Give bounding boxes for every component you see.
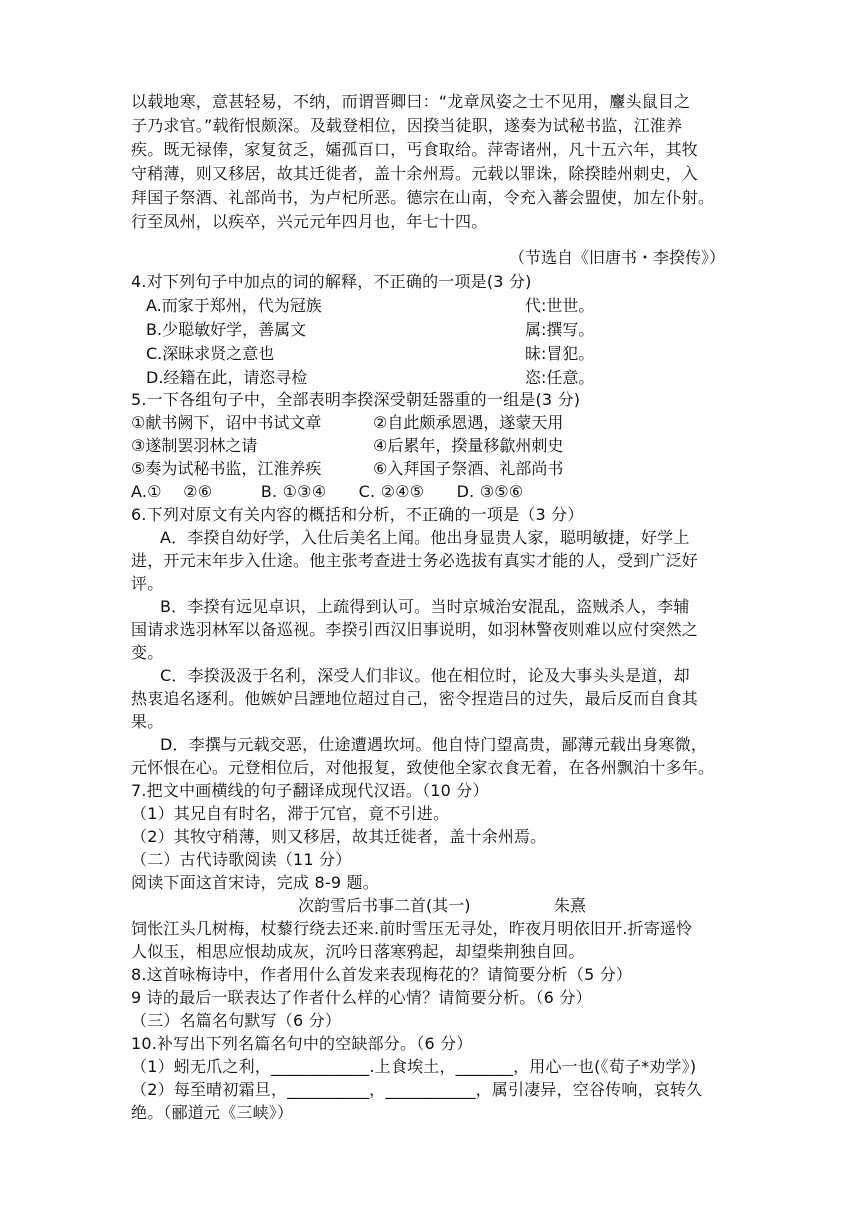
- q10-stem: 10.补写出下列名篇名句中的空缺部分。（6 分）: [131, 1034, 473, 1053]
- q6-option-a: 评。: [131, 574, 164, 593]
- q6-option-c: C．李揆汲汲于名利，深受人们非议。他在相位时，论及大事头头是道，却: [160, 666, 690, 685]
- q10-line-2: （2）每至晴初霜旦，__________，___________，属引凄异，空谷传响，哀转久: [131, 1080, 703, 1099]
- q4-gloss-b: 属:撰写。: [525, 320, 595, 339]
- instruction: 阅读下面这首宋诗，完成 8-9 题。: [131, 873, 379, 892]
- section-heading: （三）名篇名句默写（6 分）: [131, 1011, 342, 1030]
- section-heading: （二）古代诗歌阅读（11 分）: [131, 850, 352, 869]
- q5-answers: A.① ②⑥ B. ①③④ C. ②④⑤ D. ③⑤⑥: [131, 482, 524, 501]
- q6-option-a: 进，开元末年步入仕途。他主张考查进士务必选拔有真实才能的人，受到广泛好: [131, 551, 699, 570]
- q6-option-c: 果。: [131, 712, 164, 731]
- passage-line: 守稍薄，则又移居，故其迁徙者，盖十余州焉。元载以罪诛，除揆睦州刺史，入: [131, 164, 699, 183]
- q6-option-b: 变。: [131, 643, 164, 662]
- q4-gloss-a: 代:世世。: [525, 296, 595, 315]
- passage-line: 以载地寒，意甚轻易，不纳，而谓晋卿曰：“龙章凤姿之士不见用，麞头鼠目之: [131, 92, 691, 111]
- passage-line: 子乃求官。”载衔恨颇深。及载登相位，因揆当徒职，遂奏为试秘书监，江淮养: [131, 116, 683, 135]
- passage-line: 拜国子祭酒、礼部尚书，为卢杞所恶。德宗在山南，令充入蕃会盟使，加左仆射。: [131, 188, 715, 207]
- q5-item: ①献书阙下，诏中书试文章: [131, 413, 322, 432]
- q5-stem: 5.一下各组句子中，全部表明李揆深受朝廷器重的一组是(3 分): [131, 390, 581, 409]
- q7-stem: 7.把文中画横线的句子翻译成现代汉语。（10 分）: [131, 781, 489, 800]
- q6-option-b: 国请求选羽林军以备巡视。李揆引西汉旧事说明，如羽林警夜则难以应付突然之: [131, 620, 699, 639]
- q7-sentence-1: （1）其兄自有时名，滞于冗官，竟不引进。: [131, 804, 450, 823]
- q7-sentence-2: （2）其牧守稍薄，则又移居，故其迁徙者，盖十余州焉。: [131, 827, 547, 846]
- q4-option-c: C.深昧求贤之意也: [146, 344, 275, 363]
- q4-gloss-c: 昧:冒犯。: [525, 344, 595, 363]
- source-citation: （节选自《旧唐书・李揆传》）: [508, 248, 725, 267]
- poem-line: 饲怅江头几树梅，杖藜行绕去还来.前时雪压无寻处，昨夜月明依旧开.折寄遥怜: [131, 919, 693, 938]
- q6-stem: 6.下列对原文有关内容的概括和分析，不正确的一项是（3 分）: [131, 505, 584, 524]
- poem-author: 朱熹: [554, 896, 587, 915]
- q5-item: ④后累年，揆量移歙州刺史: [373, 436, 564, 455]
- q10-line-3: 绝。（郦道元《三峡》）: [131, 1103, 294, 1122]
- q4-option-a: A.而家于郑州，代为冠族: [146, 296, 322, 315]
- q6-option-b: B．李揆有远见卓识，上疏得到认可。当时京城治安混乱，盗贼杀人，李辅: [160, 597, 690, 616]
- q6-option-c: 热衷追名逐利。他嫉妒吕諲地位超过自己，密令捏造吕的过失，最后反而自食其: [131, 689, 699, 708]
- q10-line-1: （1）蚓无爪之利，____________.上食埃土，_______，用心一也(《荀子*劝学》): [131, 1057, 697, 1076]
- q6-option-d: D．李撰与元载交恶，仕途遭遇坎坷。他自恃门望高贵，鄙薄元载出身寒微，: [160, 735, 708, 754]
- poem-title: 次韵雪后书事二首(其一): [298, 896, 471, 915]
- q4-option-b: B.少聪敏好学，善属文: [146, 320, 307, 339]
- passage-line: 行至凤州，以疾卒，兴元元年四月也，年七十四。: [131, 212, 488, 231]
- q8-stem: 8.这首咏梅诗中，作者用什么首发来表现梅花的？请简要分析（5 分）: [131, 965, 633, 984]
- passage-line: 疾。既无禄俸，家复贫乏，孀孤百口，丐食取给。萍寄诸州，凡十五六年，其牧: [131, 140, 699, 159]
- q6-option-a: A．李揆自幼好学，入仕后美名上闻。他出身显贵人家，聪明敏捷，好学上: [160, 528, 690, 547]
- q5-item: ②自此颇承恩遇，遂蒙天用: [373, 413, 564, 432]
- q6-option-d: 元怀恨在心。元登相位后，对他报复，致使他全家衣食无着，在各州飘泊十多年。: [131, 758, 715, 777]
- q9-stem: 9 诗的最后一联表达了作者什么样的心情？请简要分析。（6 分）: [131, 988, 592, 1007]
- poem-line: 人似玉，相思应恨劫成灰，沉吟日落寒鸦起，却望柴荆独自回。: [131, 942, 585, 961]
- q4-option-d: D.经籍在此，请恣寻检: [146, 368, 308, 387]
- q5-item: ⑤奏为试秘书监，江淮养疾: [131, 459, 322, 478]
- q5-item: ⑥入拜国子祭酒、礼部尚书: [373, 459, 564, 478]
- q4-gloss-d: 恣:任意。: [525, 368, 595, 387]
- q4-stem: 4.对下列句子中加点的词的解释，不正确的一项是(3 分): [131, 272, 532, 291]
- q5-item: ③遂制罢羽林之请: [131, 436, 258, 455]
